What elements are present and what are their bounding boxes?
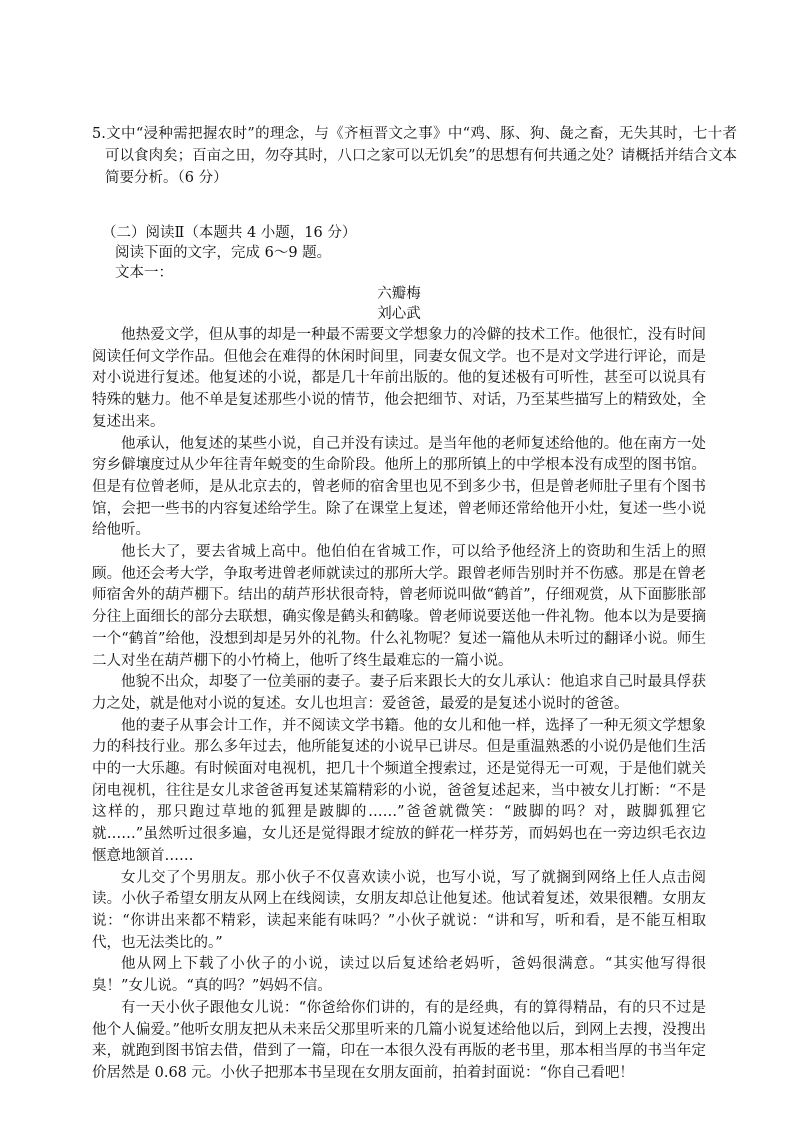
section-instruction: 阅读下面的文字，完成 6～9 题。 [115,245,332,261]
story-body [92,325,706,1085]
story-paragraph: 有一天小伙子跟他女儿说：“你爸给你们讲的，有的是经典，有的算得精品，有的只不过是他个人偏爱。”他听女朋友把从未来岳父那里听来的几篇小说复述给他以后，到网上去搜，没搜出来，就跑到图书馆去借，借到了一篇，印在一本很久没有再版的老书里，那本相当厚的书当年定价居然是 0.68 元。小伙子把那本书呈现在女朋友面前，拍着封面说：“你自己看吧！ [92,999,706,1081]
story-paragraph: 他貌不出众，却娶了一位美丽的妻子。妻子后来跟长大的女儿承认：他追求自己时最具俘获力之处，就是他对小说的复述。女儿也坦言：爱爸爸，最爱的是复述小说时的爸爸。 [92,674,706,712]
story-paragraph: 他长大了，要去省城上高中。他伯伯在省城工作，可以给予他经济上的资助和生活上的照顾。他还会考大学，争取考进曾老师就读过的那所大学。跟曾老师告别时并不伤感。那是在曾老师宿舍外的葫芦棚下。结出的葫芦形状很奇特，曾老师说叫做“鹤首”，仔细观赏，从下面膨胀部分往上面细长的部分去联想，确实像是鹤头和鹤喙。曾老师说要送他一件礼物。他本以为是要摘一个“鹤首”给他，没想到却是另外的礼物。什么礼物呢？复述一篇他从未听过的翻译小说。师生二人对坐在葫芦棚下的小竹椅上，他听了终生最难忘的一篇小说。 [92,544,706,669]
story-paragraph: 他从网上下载了小伙子的小说，读过以后复述给老妈听，爸妈很满意。“其实他写得很臭！”女儿说。“真的吗？”妈妈不信。 [92,956,706,995]
story-title: 六瓣梅 [377,286,421,302]
question-5: 5.文中“浸种需把握农时”的理念，与《齐桓晋文之事》中“鸡、豚、狗、彘之畜，无失其时，七十者可以食肉矣；百亩之田，勿夺其时，八口之家可以无饥矣”的思想有何共通之处？请概括并结合文本简要分析。（6 分） [92,126,737,186]
reading-section-header [92,223,712,283]
story-paragraph: 他的妻子从事会计工作，并不阅读文学书籍。他的女儿和他一样，选择了一种无须文学想象力的科技行业。那么多年过去，他所能复述的小说早已讲尽。但是重温熟悉的小说仍是他们生活中的一大乐趣。有时候面对电视机，把几十个频道全搜索过，还是觉得无一可观，于是他们就关闭电视机，往往是女儿求爸爸再复述某篇精彩的小说，爸爸复述起来，当中被女儿打断：“不是这样的，那只跑过草地的狐狸是跛脚的……”爸爸就微笑：“跛脚的吗？对，跛脚狐狸它就……”虽然听过很多遍，女儿还是觉得跟才绽放的鲜花一样芬芳，而妈妈也在一旁边织毛衣边惬意地颔首…… [92,717,706,864]
story-author: 刘心武 [377,306,421,322]
section-heading: （二）阅读Ⅱ（本题共 4 小题，16 分） [102,225,357,241]
story-title-block [92,284,706,324]
story-paragraph: 他热爱文学，但从事的却是一种最不需要文学想象力的冷僻的技术工作。他很忙，没有时间阅读任何文学作品。但他会在难得的休闲时间里，同妻女侃文学。也不是对文学进行评论，而是对小说进行复述。他复述的小说，都是几十年前出版的。他的复述极有可听性，甚至可以说具有特殊的魅力。他不单是复述那些小说的情节，他会把细节、对话，乃至某些描写上的精致处，全复述出来。 [92,327,706,430]
story-paragraph: 他承认，他复述的某些小说，自己并没有读过。是当年他的老师复述给他的。他在南方一处穷乡僻壤度过从少年往青年蜕变的生命阶段。他所上的那所镇上的中学根本没有成型的图书馆。但是有位曾老师，是从北京去的，曾老师的宿舍里也见不到多少书，但是曾老师肚子里有个图书馆，会把一些书的内容复述给学生。除了在课堂上复述，曾老师还常给他开小灶，复述一些小说给他听。 [92,435,706,539]
story-paragraph: 女儿交了个男朋友。那小伙子不仅喜欢读小说，也写小说，写了就搁到网络上任人点击阅读。小伙子希望女朋友从网上在线阅读，女朋友却总让他复述。他试着复述，效果很糟。女朋友说：“你讲出来都不精彩，读起来能有味吗？”小伙子就说：“讲和写，听和看，是不能互相取代，也无法类比的。” [92,869,706,951]
text-label: 文本一： [115,265,173,281]
